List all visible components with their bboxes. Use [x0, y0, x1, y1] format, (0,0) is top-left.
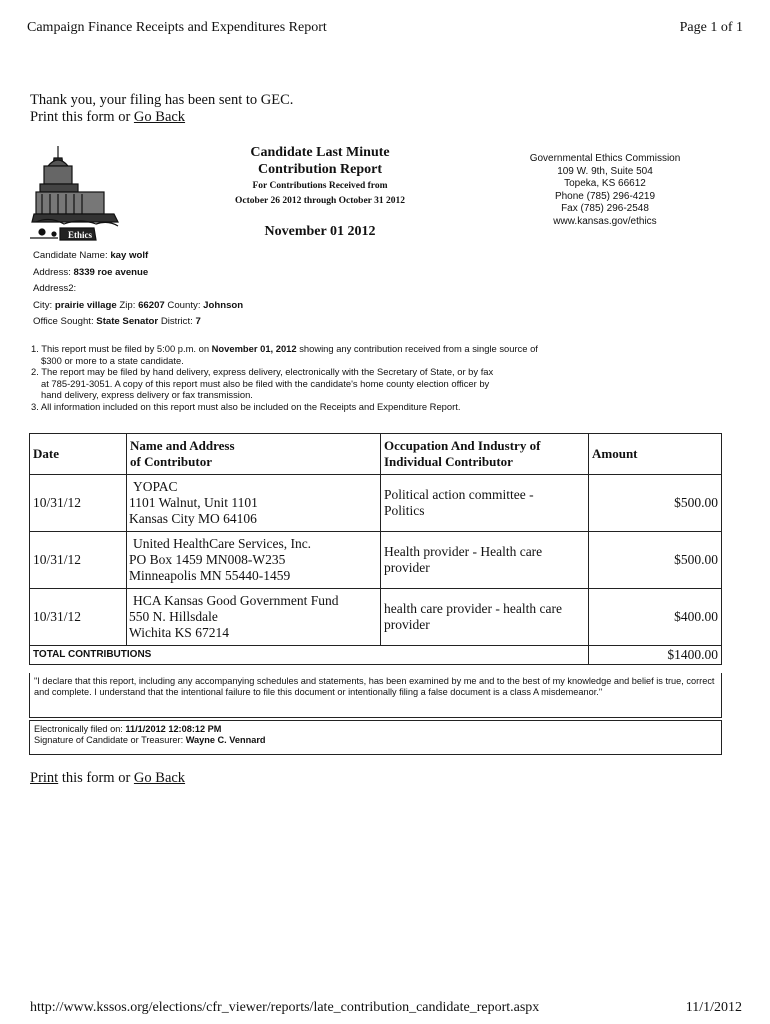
commission-address2: Topeka, KS 66612 [564, 178, 646, 189]
cell-amount: $500.00 [589, 475, 722, 532]
candidate-city-label: City: [33, 299, 53, 311]
commission-address1: 109 W. 9th, Suite 504 [557, 165, 653, 177]
candidate-office-row [33, 314, 243, 331]
report-period-label: For Contributions Received from [252, 181, 388, 191]
instruction-2-cont2: hand delivery, express delivery or fax transmission. [41, 389, 253, 401]
page-footer-date: 11/1/2012 [685, 1000, 742, 1015]
table-row [30, 532, 722, 589]
occupation-line1: health care provider - health care [384, 601, 563, 616]
total-label: TOTAL CONTRIBUTIONS [30, 646, 589, 665]
occupation-line2: Politics [384, 503, 425, 518]
contributor-name: United HealthCare Services, Inc. [133, 536, 312, 551]
instruction-1-post: showing any contribution received from a single source of [296, 343, 538, 354]
candidate-office-label: Office Sought: [33, 316, 94, 327]
instruction-1 [31, 343, 721, 355]
header-occupation [381, 434, 589, 475]
cell-occupation [381, 532, 589, 589]
occupation-line1: Health provider - Health care [384, 544, 543, 559]
cell-date: 10/31/12 [30, 475, 127, 532]
candidate-county: Johnson [203, 299, 244, 311]
filing-sent-text: Thank you, your filing has been sent to GEC. [30, 92, 294, 108]
contributions-table [29, 433, 722, 665]
cell-occupation [381, 589, 589, 646]
cell-contributor [127, 532, 381, 589]
cell-amount: $400.00 [589, 589, 722, 646]
report-title-block [190, 144, 450, 240]
page-footer-url: http://www.kssos.org/elections/cfr_viewer/reports/late_contribution_candidate_report.aspx [30, 1000, 540, 1015]
candidate-name-row [33, 248, 243, 265]
commission-phone: Phone (785) 296-4219 [554, 190, 656, 202]
contributor-address1: PO Box 1459 MN008-W235 [129, 552, 286, 567]
header-date: Date [30, 434, 127, 475]
contributor-address2: Kansas City MO 64106 [129, 511, 257, 526]
report-date: November 01 2012 [264, 224, 376, 239]
table-row [30, 589, 722, 646]
header-name-line1: Name and Address [130, 438, 235, 453]
table-header-row [30, 434, 722, 475]
declaration-statement: "I declare that this report, including any accompanying schedules and statements, has been examined by me and to the best of my knowledge and belief is true, correct and complete. I understand that the intentional failure to file this document or intentionally filing a false document is a class A misdemeanor." [29, 673, 722, 718]
candidate-zip-label: Zip: [119, 299, 136, 311]
instruction-1-date: November 01, 2012 [211, 343, 297, 354]
bottom-links [30, 770, 185, 787]
bottom-links-middle-text: this form or [58, 770, 134, 786]
header-name-line2: of Contributor [130, 454, 212, 469]
candidate-district: 7 [195, 316, 201, 327]
candidate-county-label: County: [167, 299, 201, 311]
candidate-city-row [33, 298, 243, 315]
candidate-address2-row [33, 281, 243, 298]
commission-contact-block [510, 153, 700, 228]
instruction-1-cont: $300 or more to a state candidate. [41, 354, 184, 366]
signature-row [34, 735, 718, 746]
go-back-link-top[interactable]: Go Back [133, 109, 186, 125]
contributor-name: YOPAC [133, 479, 178, 494]
instruction-3: 3. All information included on this report must also be included on the Receipts and Expenditure Report. [31, 400, 461, 412]
commission-website: www.kansas.gov/ethics [553, 215, 657, 227]
header-occupation-line2: Individual Contributor [384, 454, 513, 469]
occupation-line2: provider [384, 560, 430, 575]
candidate-address-row [33, 265, 243, 282]
candidate-name-label: Candidate Name: [33, 250, 108, 261]
header-name-address [127, 434, 381, 475]
svg-text:Ethics: Ethics [68, 230, 93, 240]
report-title-line1: Candidate Last Minute [250, 145, 390, 160]
candidate-address2-label: Address2: [33, 283, 77, 294]
instruction-1-pre: 1. This report must be filed by 5:00 p.m. on [31, 343, 212, 354]
header-amount: Amount [589, 434, 722, 475]
filed-on-row [34, 724, 718, 735]
contributor-name: HCA Kansas Good Government Fund [133, 593, 339, 608]
report-period-range: October 26 2012 through October 31 2012 [235, 196, 405, 206]
total-amount: $1400.00 [589, 646, 722, 665]
print-or-back-line [30, 109, 293, 126]
print-form-text: Print this form or [30, 109, 134, 125]
occupation-line2: provider [384, 617, 430, 632]
signature-label: Signature of Candidate or Treasurer: [34, 735, 184, 745]
cell-amount: $500.00 [589, 532, 722, 589]
filed-on-label: Electronically filed on: [34, 724, 123, 734]
instruction-2-cont1: at 785-291-3051. A copy of this report must also be filed with the candidate's home county election officer by [41, 377, 490, 389]
kansas-seal-logo [30, 144, 125, 246]
table-row [30, 475, 722, 532]
contributor-address2: Wichita KS 67214 [129, 625, 229, 640]
total-row [30, 646, 722, 665]
cell-date: 10/31/12 [30, 589, 127, 646]
contributor-address1: 1101 Walnut, Unit 1101 [129, 495, 258, 510]
go-back-link-bottom[interactable]: Go Back [133, 770, 186, 786]
cell-occupation [381, 475, 589, 532]
report-title-line2: Contribution Report [257, 162, 383, 177]
candidate-address-label: Address: [33, 266, 71, 278]
cell-contributor [127, 475, 381, 532]
signature-block [29, 720, 722, 755]
contributor-address1: 550 N. Hillsdale [129, 609, 218, 624]
candidate-office: State Senator [96, 316, 159, 327]
filed-on-value: 11/1/2012 12:08:12 PM [125, 724, 222, 734]
instruction-2: 2. The report may be filed by hand delivery, express delivery, electronically with the Secretary of State, or by fax [31, 366, 494, 378]
commission-fax: Fax (785) 296-2548 [561, 203, 649, 214]
contributor-address2: Minneapolis MN 55440-1459 [129, 568, 291, 583]
filing-instructions [31, 343, 721, 413]
candidate-city: prairie village [54, 299, 117, 311]
page-header-title: Campaign Finance Receipts and Expenditures Report [27, 20, 327, 35]
header-occupation-line1: Occupation And Industry of [384, 438, 541, 453]
occupation-line1: Political action committee - [384, 487, 534, 502]
cell-contributor [127, 589, 381, 646]
candidate-info [33, 248, 243, 331]
cell-date: 10/31/12 [30, 532, 127, 589]
thank-you-message [30, 92, 293, 126]
signature-value: Wayne C. Vennard [185, 735, 266, 745]
page-number: Page 1 of 1 [679, 20, 743, 35]
candidate-name: kay wolf [110, 250, 149, 261]
commission-name: Governmental Ethics Commission [529, 153, 681, 164]
candidate-district-label: District: [160, 316, 193, 327]
candidate-zip: 66207 [138, 299, 165, 311]
print-link[interactable]: Print [30, 770, 59, 786]
candidate-address: 8339 roe avenue [73, 266, 149, 278]
